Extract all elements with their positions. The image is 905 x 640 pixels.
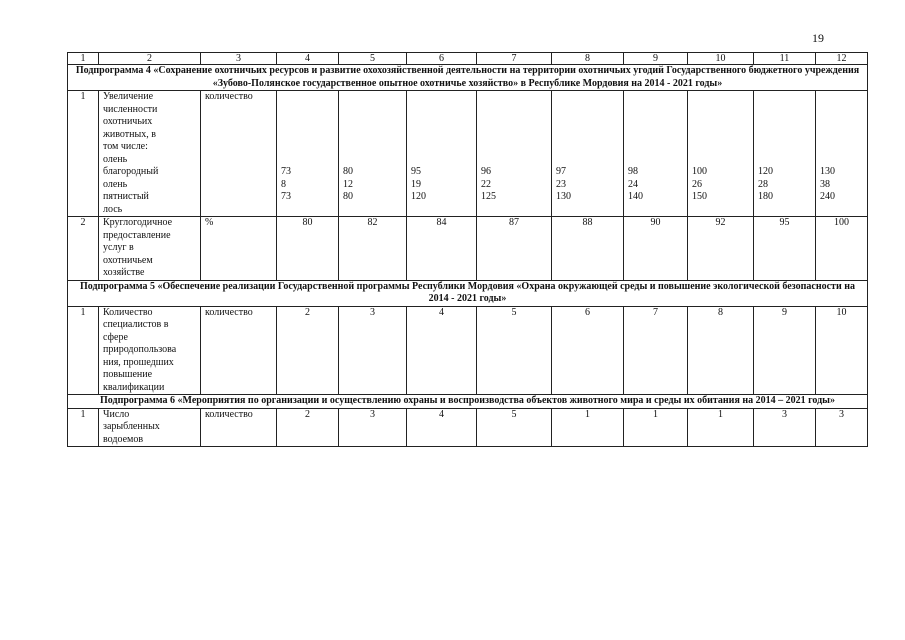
value-cell [624, 91, 688, 217]
column-number: 9 [624, 53, 688, 65]
cell-spacer [628, 91, 683, 166]
subprogram-title-row [68, 395, 868, 409]
value-cell [407, 91, 477, 217]
value-cell: 95 [754, 217, 816, 281]
indicator-line: олень [103, 178, 128, 190]
indicator-name [99, 408, 201, 447]
value-line: 73 [281, 166, 291, 177]
indicator-line: Количество [103, 306, 153, 318]
indicator-line: сфере [103, 331, 128, 343]
value-line: 28 [758, 178, 768, 190]
page-number: 19 [812, 31, 824, 45]
column-number: 8 [552, 53, 624, 65]
indicator-name [99, 306, 201, 395]
cell-spacer [692, 91, 749, 166]
column-number: 2 [99, 53, 201, 65]
value-line: 130 [820, 166, 835, 177]
indicator-line: услуг в [103, 242, 134, 253]
column-numbers-row [68, 53, 868, 65]
indicator-line: благородный [103, 166, 159, 177]
indicator-line: квалификации [103, 381, 165, 393]
value-cell: 80 [277, 217, 339, 281]
value-line: 140 [628, 191, 643, 202]
column-number: 10 [688, 53, 754, 65]
value-cell: 10 [816, 306, 868, 395]
value-line: 80 [343, 191, 353, 202]
indicator-name [99, 217, 201, 281]
unit-cell: количество [201, 306, 277, 395]
subprogram-title-row [68, 280, 868, 306]
value-cell: 4 [407, 408, 477, 447]
row-number: 1 [68, 91, 99, 217]
table-row [68, 306, 868, 395]
table-row [68, 217, 868, 281]
value-cell: 82 [339, 217, 407, 281]
value-cell: 6 [552, 306, 624, 395]
value-line: 125 [481, 191, 496, 202]
indicator-line: зарыбленных [103, 421, 160, 432]
cell-spacer [556, 91, 619, 166]
value-line: 23 [556, 178, 566, 190]
indicator-line: ния, прошедших [103, 356, 174, 368]
value-cell: 88 [552, 217, 624, 281]
value-line: 120 [758, 166, 773, 177]
indicator-line: водоемов [103, 433, 144, 445]
indicator-line: природопользова [103, 344, 177, 355]
value-cell [816, 91, 868, 217]
column-number: 3 [201, 53, 277, 65]
value-cell [754, 91, 816, 217]
indicator-line: животных, в [103, 128, 156, 140]
indicator-line: олень [103, 153, 128, 165]
value-cell [477, 91, 552, 217]
value-cell: 1 [624, 408, 688, 447]
cell-spacer [411, 91, 472, 166]
value-line: 24 [628, 178, 638, 190]
value-cell: 5 [477, 408, 552, 447]
value-line: 8 [281, 178, 286, 190]
value-cell: 2 [277, 408, 339, 447]
value-cell: 4 [407, 306, 477, 395]
value-line: 98 [628, 166, 638, 177]
indicator-line: Число [103, 408, 130, 420]
row-number: 2 [68, 217, 99, 281]
value-cell: 1 [688, 408, 754, 447]
value-cell [339, 91, 407, 217]
indicator-line: повышение [103, 369, 153, 380]
subprogram-title: Подпрограмма 6 «Мероприятия по организации и осуществлению охраны и воспроизводства объектов животного мира и среды их обитания на 2014 – 2021 годы» [68, 395, 868, 409]
value-cell: 92 [688, 217, 754, 281]
value-cell: 90 [624, 217, 688, 281]
value-line: 38 [820, 178, 830, 190]
value-cell [552, 91, 624, 217]
column-number: 12 [816, 53, 868, 65]
indicator-line: Увеличение [103, 91, 154, 102]
value-line: 180 [758, 191, 773, 202]
indicator-line: хозяйстве [103, 267, 145, 278]
cell-spacer [481, 91, 547, 166]
unit-cell: % [201, 217, 277, 281]
value-line: 96 [481, 166, 491, 177]
indicators-table [67, 52, 868, 447]
column-number: 4 [277, 53, 339, 65]
unit-cell: количество [201, 91, 277, 217]
value-cell: 3 [339, 408, 407, 447]
value-line: 240 [820, 191, 835, 202]
value-line: 12 [343, 178, 353, 190]
column-number: 1 [68, 53, 99, 65]
unit-cell: количество [201, 408, 277, 447]
cell-spacer [281, 91, 334, 166]
value-line: 73 [281, 191, 291, 202]
value-line: 97 [556, 166, 566, 177]
column-number: 6 [407, 53, 477, 65]
value-line: 95 [411, 166, 421, 177]
value-cell [277, 91, 339, 217]
value-cell: 84 [407, 217, 477, 281]
value-line: 130 [556, 191, 571, 202]
column-number: 7 [477, 53, 552, 65]
row-number: 1 [68, 306, 99, 395]
subprogram-title: Подпрограмма 4 «Сохранение охотничьих ресурсов и развитие охохозяйственной деятельности на территории охотничьих угодий Государственного бюджетного учреждения «Зубово-Полянское государственное опытное охотничье хозяйство» в Республике Мордовия на 2014 - 2021 годы» [68, 65, 868, 91]
value-line: 22 [481, 178, 491, 190]
indicator-line: том числе: [103, 141, 148, 152]
value-line: 150 [692, 191, 707, 202]
indicator-line: лось [103, 203, 123, 215]
value-line: 100 [692, 166, 707, 177]
indicator-line: предоставление [103, 229, 171, 241]
column-number: 5 [339, 53, 407, 65]
cell-spacer [758, 91, 811, 166]
column-number: 11 [754, 53, 816, 65]
value-line: 120 [411, 191, 426, 202]
indicator-line: численности [103, 103, 158, 115]
value-line: 26 [692, 178, 702, 190]
subprogram-title: Подпрограмма 5 «Обеспечение реализации Государственной программы Республики Мордовия «Охрана окружающей среды и повышение экологической безопасности на 2014 - 2021 годы» [68, 280, 868, 306]
value-cell: 1 [552, 408, 624, 447]
value-cell: 3 [816, 408, 868, 447]
indicator-line: Круглогодичное [103, 217, 173, 228]
value-cell: 3 [339, 306, 407, 395]
indicator-name [99, 91, 201, 217]
value-cell: 87 [477, 217, 552, 281]
indicator-line: охотничьих [103, 116, 153, 127]
value-line: 80 [343, 166, 353, 177]
subprogram-title-row [68, 65, 868, 91]
cell-spacer [820, 91, 863, 166]
value-cell: 8 [688, 306, 754, 395]
row-number: 1 [68, 408, 99, 447]
value-cell: 7 [624, 306, 688, 395]
value-cell: 100 [816, 217, 868, 281]
cell-spacer [343, 91, 402, 166]
value-cell [688, 91, 754, 217]
value-cell: 3 [754, 408, 816, 447]
table-row [68, 91, 868, 217]
value-cell: 5 [477, 306, 552, 395]
table-row [68, 408, 868, 447]
indicator-line: пятнистый [103, 191, 149, 202]
indicator-line: охотничьем [103, 254, 153, 266]
value-cell: 9 [754, 306, 816, 395]
value-cell: 2 [277, 306, 339, 395]
indicator-line: специалистов в [103, 319, 169, 330]
value-line: 19 [411, 178, 421, 190]
